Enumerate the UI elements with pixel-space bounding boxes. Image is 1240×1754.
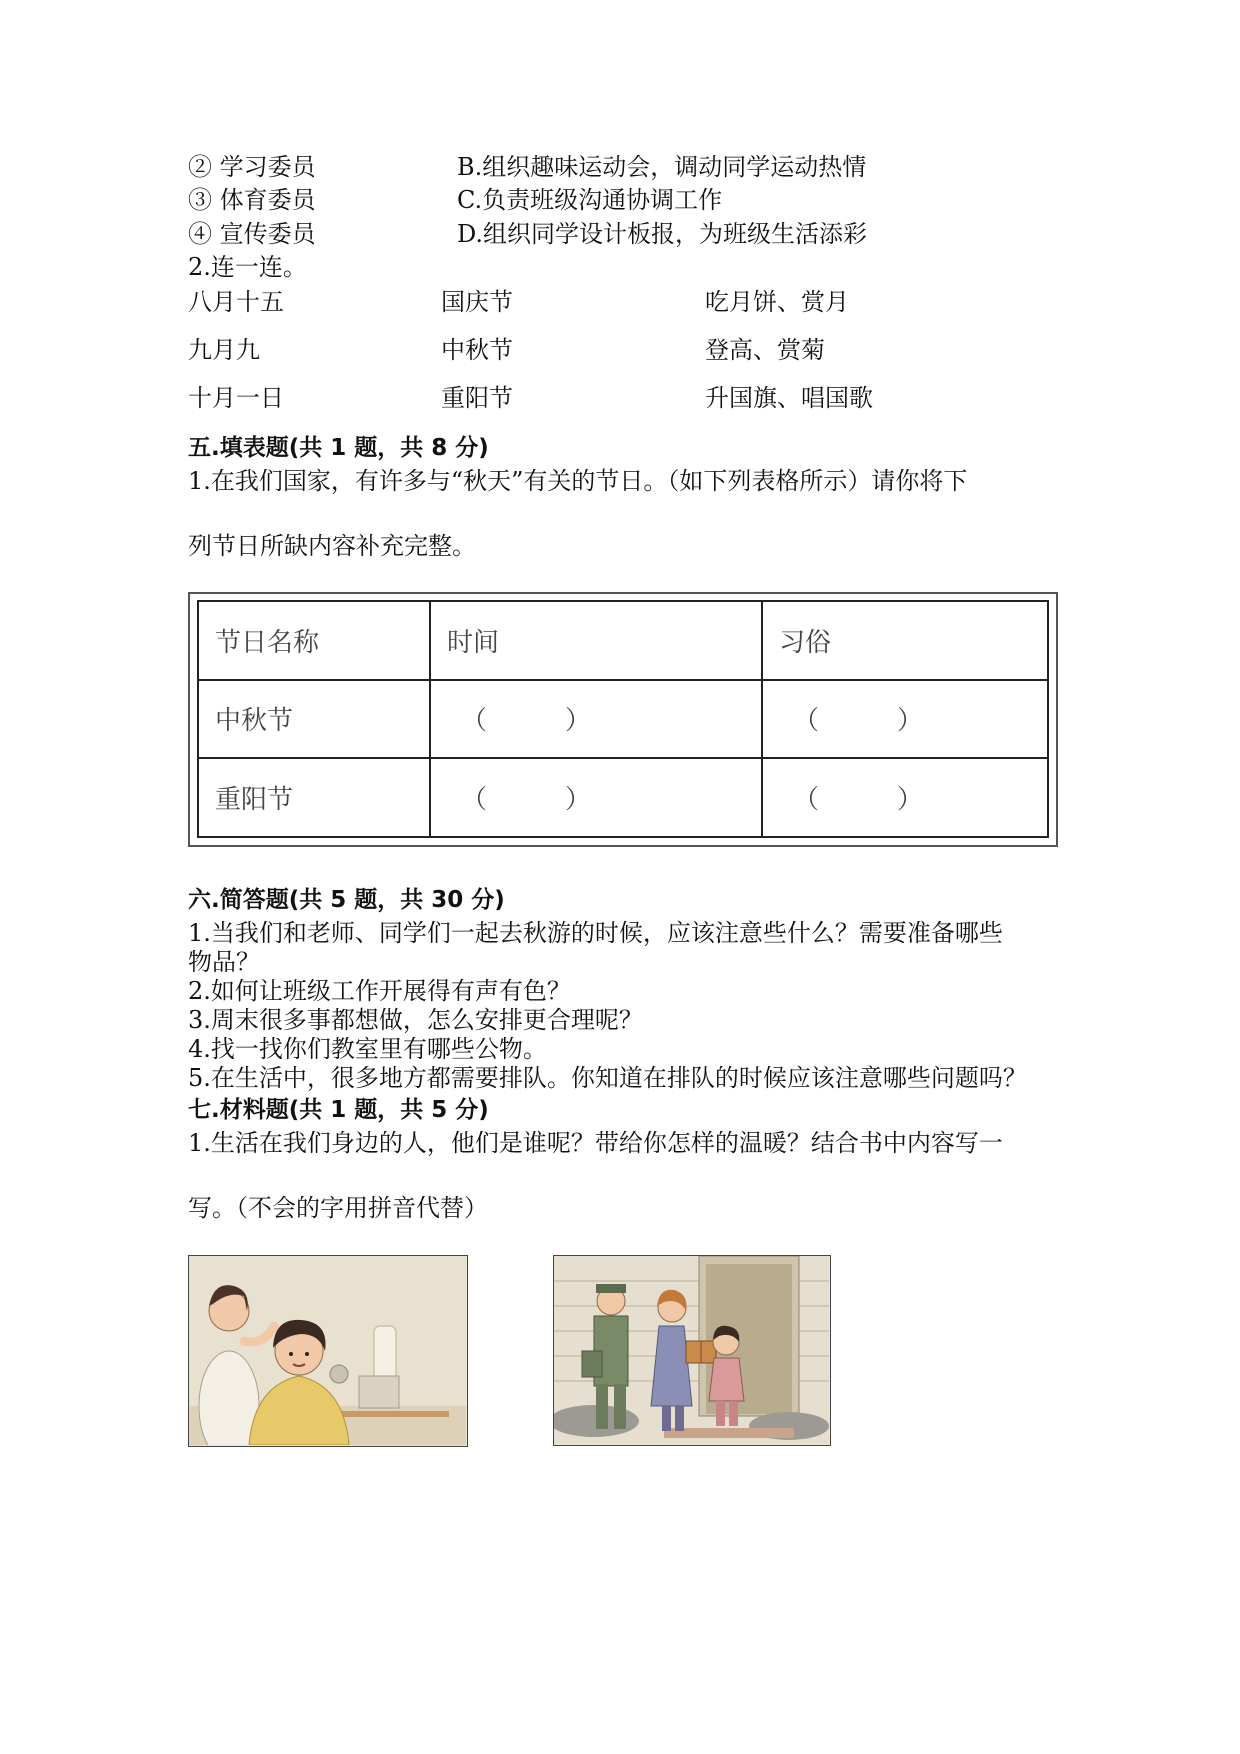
- match-date: 九月九: [188, 336, 260, 364]
- barber-illustration: [188, 1255, 468, 1447]
- table-cell-custom-blank[interactable]: （ ）: [762, 680, 1048, 759]
- table-cell-name: 重阳节: [198, 758, 430, 837]
- match-left-item: ③ 体育委员: [188, 186, 316, 214]
- match-festival: 国庆节: [441, 288, 513, 316]
- table-cell-name: 中秋节: [198, 680, 430, 759]
- match-festival: 中秋节: [441, 336, 513, 364]
- question-text: 1.当我们和老师、同学们一起去秋游的时候，应该注意些什么？需要准备哪些: [188, 919, 1003, 947]
- match-right-item: B.组织趣味运动会，调动同学运动热情: [457, 153, 867, 181]
- table-header-cell: 习俗: [762, 601, 1048, 680]
- table-header-cell: 时间: [430, 601, 762, 680]
- table-cell-time-blank[interactable]: （ ）: [430, 680, 762, 759]
- match-left-item: ④ 宣传委员: [188, 220, 316, 248]
- question-text: 3.周末很多事都想做，怎么安排更合理呢？: [188, 1006, 643, 1034]
- match-festival: 重阳节: [441, 384, 513, 412]
- question-text: 列节日所缺内容补充完整。: [188, 532, 476, 560]
- question-text: 物品？: [188, 948, 260, 976]
- question-text: 5.在生活中，很多地方都需要排队。你知道在排队的时候应该注意哪些问题吗？: [188, 1064, 1027, 1092]
- match-custom: 登高、赏菊: [705, 336, 825, 364]
- question-text: 1.生活在我们身边的人，他们是谁呢？带给你怎样的温暖？结合书中内容写一: [188, 1129, 1003, 1157]
- match-custom: 升国旗、唱国歌: [705, 384, 873, 412]
- match-right-item: C.负责班级沟通协调工作: [457, 186, 723, 214]
- barber-illustration-drawing: [189, 1256, 466, 1445]
- match-date: 八月十五: [188, 288, 284, 316]
- table-row: [198, 758, 1048, 837]
- section-heading: 五.填表题(共 1 题，共 8 分): [188, 435, 489, 461]
- postman-illustration-drawing: [554, 1256, 829, 1444]
- match-date: 十月一日: [188, 384, 284, 412]
- match-right-item: D.组织同学设计板报，为班级生活添彩: [457, 220, 868, 248]
- festival-table: [197, 600, 1049, 838]
- question-text: 1.在我们国家，有许多与“秋天”有关的节日。（如下列表格所示）请你将下: [188, 467, 968, 495]
- section-heading: 七.材料题(共 1 题，共 5 分): [188, 1097, 489, 1123]
- question-title: 2.连一连。: [188, 253, 307, 281]
- table-cell-custom-blank[interactable]: （ ）: [762, 758, 1048, 837]
- postman-illustration: [553, 1255, 831, 1446]
- festival-table-frame: [188, 592, 1058, 847]
- table-header-row: [198, 601, 1048, 680]
- question-text: 2.如何让班级工作开展得有声有色？: [188, 977, 571, 1005]
- match-left-item: ② 学习委员: [188, 153, 316, 181]
- table-header-cell: 节日名称: [198, 601, 430, 680]
- section-heading: 六.简答题(共 5 题，共 30 分): [188, 887, 505, 913]
- table-cell-time-blank[interactable]: （ ）: [430, 758, 762, 837]
- table-row: [198, 680, 1048, 759]
- question-text: 写。（不会的字用拼音代替）: [188, 1194, 488, 1222]
- match-custom: 吃月饼、赏月: [705, 288, 849, 316]
- question-text: 4.找一找你们教室里有哪些公物。: [188, 1035, 547, 1063]
